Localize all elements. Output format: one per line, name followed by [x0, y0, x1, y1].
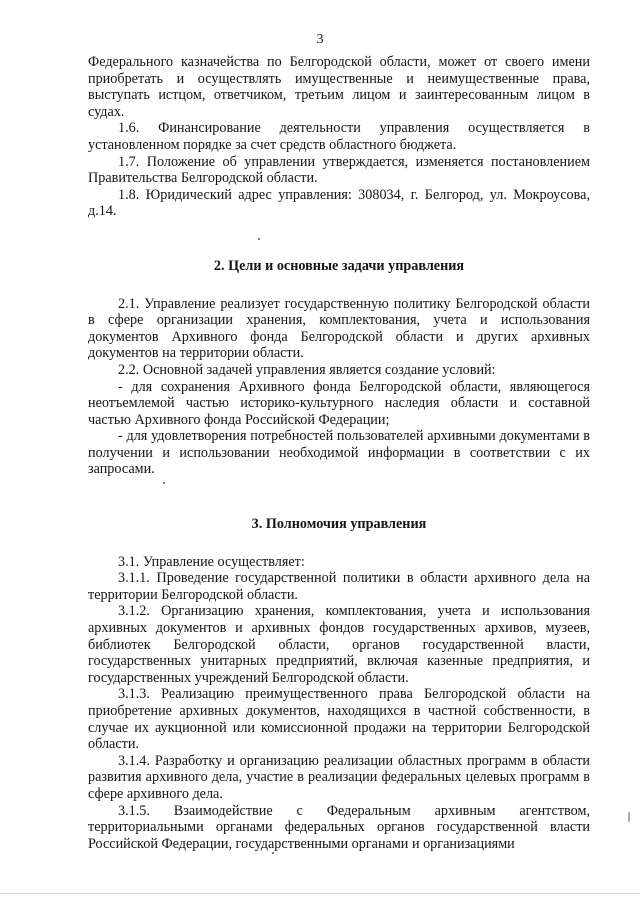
scan-speck: [628, 812, 630, 822]
paragraph-1-8: 1.8. Юридический адрес управления: 308034, г. Белгород, ул. Мокроусова, д.14.: [88, 186, 590, 220]
paragraph-3-1: 3.1. Управление осуществляет:: [118, 553, 305, 570]
scan-speck: [272, 852, 274, 854]
spacer: [88, 220, 590, 258]
paragraph-1-7: 1.7. Положение об управлении утверждается, изменяется постановлением Правительства Белгородской области.: [88, 153, 590, 187]
paragraph-continuation: Федерального казначейства по Белгородской области, может от своего имени приобретать и осуществлять имущественные и неимущественные права, выступать истцом, ответчиком, третьим лицом и заинтересованным лицом в судах.: [88, 54, 590, 120]
scan-speck: [163, 482, 165, 484]
paragraph-3-1-5: 3.1.5. Взаимодействие с Федеральным архивным агентством, территориальными органами федеральных органов государственной власти Российской Федерации, государственными органами и организациями: [88, 802, 590, 852]
document-body: [88, 54, 590, 852]
spacer: [88, 275, 590, 296]
scan-edge: [0, 893, 640, 894]
paragraph-2-1: 2.1. Управление реализует государственную политику Белгородской области в сфере организации хранения, комплектования, учета и использования документов Архивного фонда Белгородской области и других архивных документов на территории области.: [88, 295, 590, 362]
paragraph-3-1-1: 3.1.1. Проведение государственной политики в области архивного дела на территории Белгородской области.: [88, 570, 590, 603]
paragraph-2-2-item-2: - для удовлетворения потребностей пользователей архивными документами в получении и использовании необходимой информации в соответствии с их запросами.: [88, 428, 590, 478]
scan-speck: [258, 238, 260, 240]
paragraph-1-6: 1.6. Финансирование деятельности управления осуществляется в установленном порядке за счет средств областного бюджета.: [88, 120, 590, 153]
paragraph-3-1-4: 3.1.4. Разработку и организацию реализации областных программ в области развития архивного дела, участие в реализации федеральных целевых программ в сфере архивного дела.: [88, 752, 590, 802]
paragraph-2-2: 2.2. Основной задачей управления является создание условий:: [118, 361, 496, 378]
paragraph-3-1-2: 3.1.2. Организацию хранения, комплектования, учета и использования архивных документов и архивных фондов государственных архивов, музеев, библиотек Белгородской области, органов государственной власти, государственных унитарных предприятий, включая казенные предприятия, и государственных учреждений Белгородской области.: [88, 603, 590, 686]
section-2-heading: 2. Цели и основные задачи управления: [213, 257, 465, 274]
page-number: 3: [316, 32, 324, 47]
spacer: [88, 533, 590, 554]
paragraph-2-2-item-1: - для сохранения Архивного фонда Белгородской области, являющегося неотъемлемой частью историко-культурного наследия области и составной частью Архивного фонда Российской Федерации;: [88, 378, 590, 428]
paragraph-3-1-3: 3.1.3. Реализацию преимущественного права Белгородской области на приобретение архивных документов, находящихся в частной собственности, в случае их аукционной или комиссионной продажи на территории Белгородской области.: [88, 686, 590, 753]
section-3-heading: 3. Полномочия управления: [251, 516, 427, 533]
